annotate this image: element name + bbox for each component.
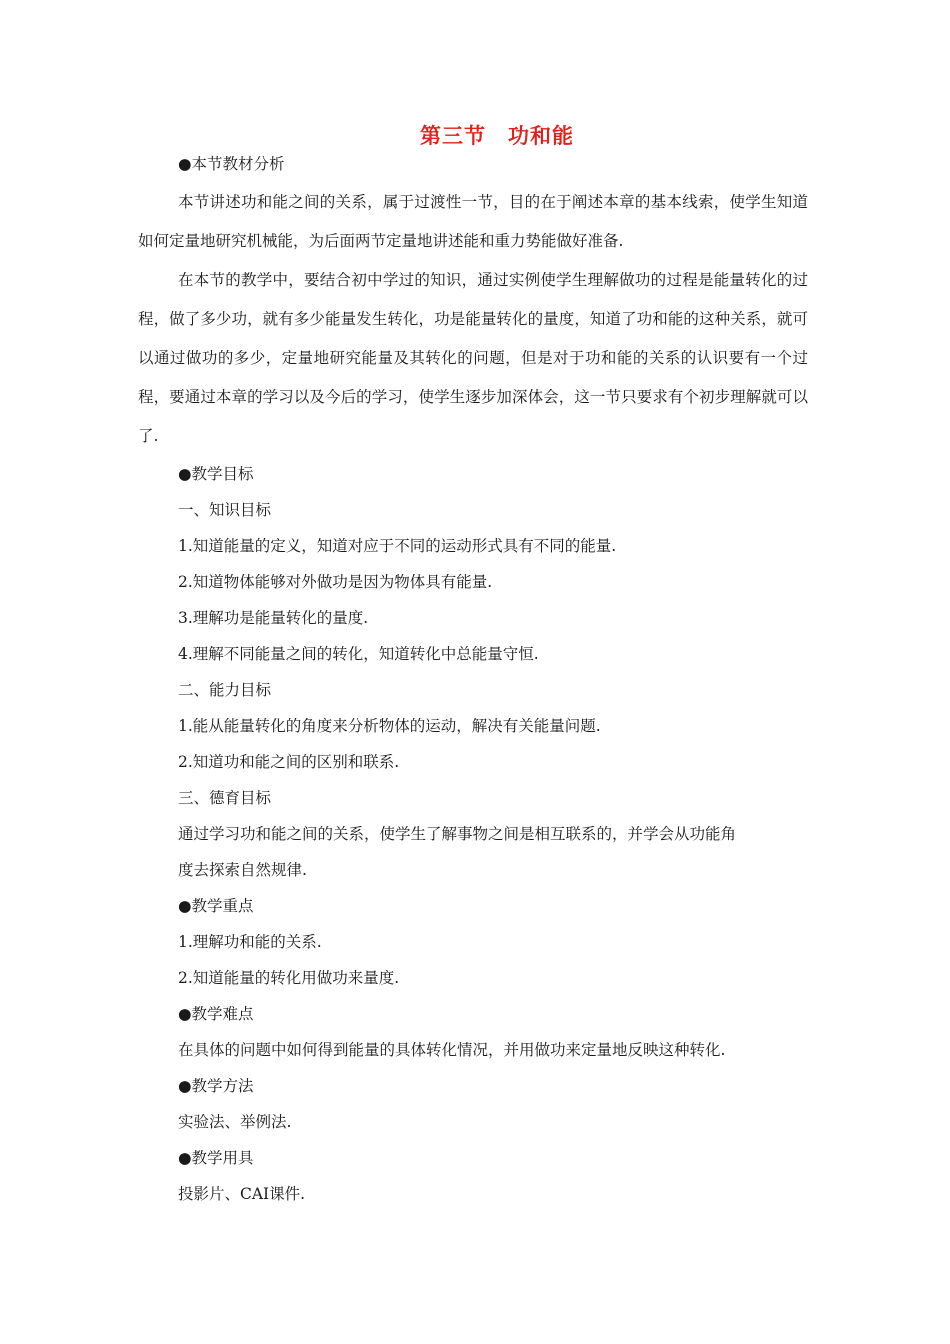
section-heading-method: ●教学方法 <box>178 1077 254 1095</box>
moral-text-line-1: 通过学习功和能之间的关系，使学生了解事物之间是相互联系的，并学会从功能角 <box>178 825 737 843</box>
section-heading-key-points: ●教学重点 <box>178 897 254 915</box>
section-heading-goals: ●教学目标 <box>178 465 254 483</box>
list-item: 2.知道能量的转化用做功来量度. <box>178 969 400 987</box>
section-heading-analysis: ●本节教材分析 <box>178 155 285 173</box>
tools-text: 投影片、CAI课件. <box>178 1185 306 1203</box>
analysis-paragraph-1: 本节讲述功和能之间的关系，属于过渡性一节，目的在于阐述本章的基本线索，使学生知道如何定量地研究机械能，为后面两节定量地讲述能和重力势能做好准备. <box>138 193 808 250</box>
document-body <box>138 146 808 1212</box>
difficulty-text: 在具体的问题中如何得到能量的具体转化情况，并用做功来定量地反映这种转化. <box>178 1041 726 1059</box>
list-item: 3.理解功是能量转化的量度. <box>178 609 369 627</box>
list-item: 1.能从能量转化的角度来分析物体的运动，解决有关能量问题. <box>178 717 601 735</box>
method-text: 实验法、举例法. <box>178 1113 292 1131</box>
list-item: 2.知道功和能之间的区别和联系. <box>178 753 400 771</box>
analysis-paragraph-2: 在本节的教学中，要结合初中学过的知识，通过实例使学生理解做功的过程是能量转化的过程，做了多少功，就有多少能量发生转化，功是能量转化的量度，知道了功和能的这种关系，就可以通过做功的多少，定量地研究能量及其转化的问题，但是对于功和能的关系的认识要有一个过程，要通过本章的学习以及今后的学习，使学生逐步加深体会，这一节只要求有个初步理解就可以了. <box>138 271 808 445</box>
subheading-knowledge: 一、知识目标 <box>178 501 272 519</box>
subheading-moral: 三、德育目标 <box>178 789 272 807</box>
page-title: 第三节 功和能 <box>420 123 574 148</box>
section-heading-tools: ●教学用具 <box>178 1149 254 1167</box>
list-item: 1.理解功和能的关系. <box>178 933 322 951</box>
moral-text-line-2: 度去探索自然规律. <box>178 861 307 879</box>
list-item: 2.知道物体能够对外做功是因为物体具有能量. <box>178 573 493 591</box>
subheading-ability: 二、能力目标 <box>178 681 272 699</box>
list-item: 4.理解不同能量之间的转化，知道转化中总能量守恒. <box>178 645 539 663</box>
section-heading-difficulty: ●教学难点 <box>178 1005 254 1023</box>
list-item: 1.知道能量的定义，知道对应于不同的运动形式具有不同的能量. <box>178 537 617 555</box>
